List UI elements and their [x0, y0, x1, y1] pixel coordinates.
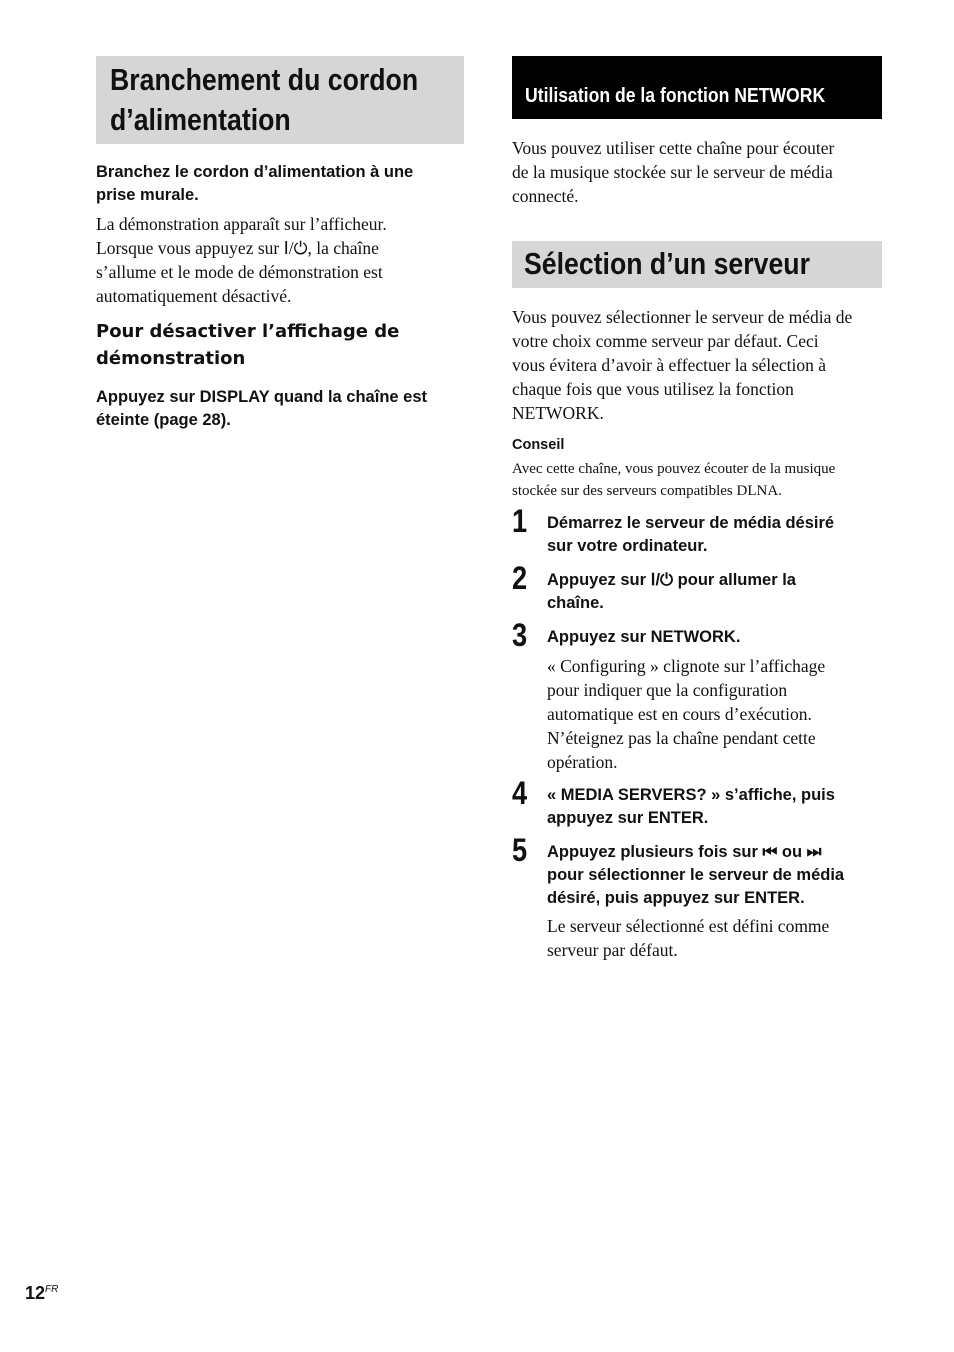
step-3-detail	[547, 654, 882, 774]
step-line: Démarrez le serveur de média désiré	[547, 514, 835, 532]
step-line: Appuyez plusieurs fois sur ⏮ ou ⏭	[547, 843, 822, 861]
paragraph-line: Lorsque vous appuyez sur Ⅰ/⏻, la chaîne	[96, 238, 379, 258]
subheading-line: démonstration	[96, 348, 246, 369]
step-line: « MEDIA SERVERS? » s’affiche, puis	[547, 786, 835, 804]
step-5	[547, 841, 882, 910]
step-2	[547, 569, 882, 615]
step-number: 4	[512, 775, 528, 811]
paragraph-line: automatiquement désactivé.	[96, 286, 292, 306]
paragraph-line: Vous pouvez utiliser cette chaîne pour écouter	[512, 138, 835, 158]
step-number: 1	[512, 503, 528, 539]
page-number-value: 12	[25, 1283, 46, 1303]
step-number: 5	[512, 832, 528, 868]
detail-line: pour indiquer que la configuration	[547, 680, 788, 700]
instruction-line: Appuyez sur DISPLAY quand la chaîne est	[96, 388, 428, 406]
paragraph-line: Vous pouvez sélectionner le serveur de média de	[512, 307, 853, 327]
step-number: 3	[512, 617, 528, 653]
step-line: désiré, puis appuyez sur ENTER.	[547, 889, 805, 907]
demo-paragraph	[96, 212, 464, 308]
detail-line: N’éteignez pas la chaîne pendant cette	[547, 728, 816, 748]
detail-line: « Configuring » clignote sur l’affichage	[547, 656, 826, 676]
step-line: sur votre ordinateur.	[547, 537, 708, 555]
instruction-line: Branchez le cordon d’alimentation à une	[96, 163, 414, 181]
subheading-line: Pour désactiver l’affichage de	[96, 321, 400, 342]
language-code: FR	[45, 1284, 59, 1295]
page-number	[25, 1283, 58, 1304]
step-number: 2	[512, 560, 528, 596]
sub-instruction	[96, 386, 464, 432]
network-paragraph	[512, 136, 882, 208]
step-line: pour sélectionner le serveur de média	[547, 866, 845, 884]
paragraph-line: vous évitera d’avoir à effectuer la sélection à	[512, 355, 827, 375]
detail-line: opération.	[547, 752, 618, 772]
step-4	[547, 784, 882, 830]
paragraph-line: NETWORK.	[512, 403, 604, 423]
paragraph-line: La démonstration apparaît sur l’afficheur.	[96, 214, 387, 234]
title-line: Sélection d’un serveur	[524, 246, 810, 281]
server-paragraph	[512, 305, 884, 425]
network-heading-text: Utilisation de la fonction NETWORK	[525, 85, 826, 107]
network-heading	[512, 56, 882, 119]
step-line: appuyez sur ENTER.	[547, 809, 709, 827]
tip-line: stockée sur des serveurs compatibles DLNA.	[512, 483, 782, 499]
title-line: Branchement du cordon	[110, 62, 419, 97]
section-title-power-cord	[96, 56, 464, 144]
step-line: Appuyez sur NETWORK.	[547, 628, 741, 646]
detail-line: Le serveur sélectionné est défini comme	[547, 916, 830, 936]
step-line: chaîne.	[547, 594, 604, 612]
title-line: d’alimentation	[110, 102, 291, 137]
detail-line: automatique est en cours d’exécution.	[547, 704, 812, 724]
step-5-detail	[547, 914, 882, 962]
paragraph-line: connecté.	[512, 186, 579, 206]
detail-line: serveur par défaut.	[547, 940, 678, 960]
paragraph-line: chaque fois que vous utilisez la fonction	[512, 379, 794, 399]
step-line: Appuyez sur Ⅰ/⏻ pour allumer la	[547, 571, 796, 589]
section-title-server-selection	[512, 241, 882, 288]
paragraph-line: de la musique stockée sur le serveur de média	[512, 162, 833, 182]
step-1	[547, 512, 882, 558]
instruction	[96, 161, 464, 207]
tip-line: Avec cette chaîne, vous pouvez écouter de la musique	[512, 461, 836, 477]
paragraph-line: s’allume et le mode de démonstration est	[96, 262, 383, 282]
tip-label: Conseil	[512, 437, 565, 453]
paragraph-line: votre choix comme serveur par défaut. Ceci	[512, 331, 819, 351]
subheading-disable-demo	[96, 318, 464, 372]
tip-text	[512, 458, 892, 502]
instruction-line: prise murale.	[96, 186, 199, 204]
step-3	[547, 626, 882, 649]
instruction-line: éteinte (page 28).	[96, 411, 231, 429]
